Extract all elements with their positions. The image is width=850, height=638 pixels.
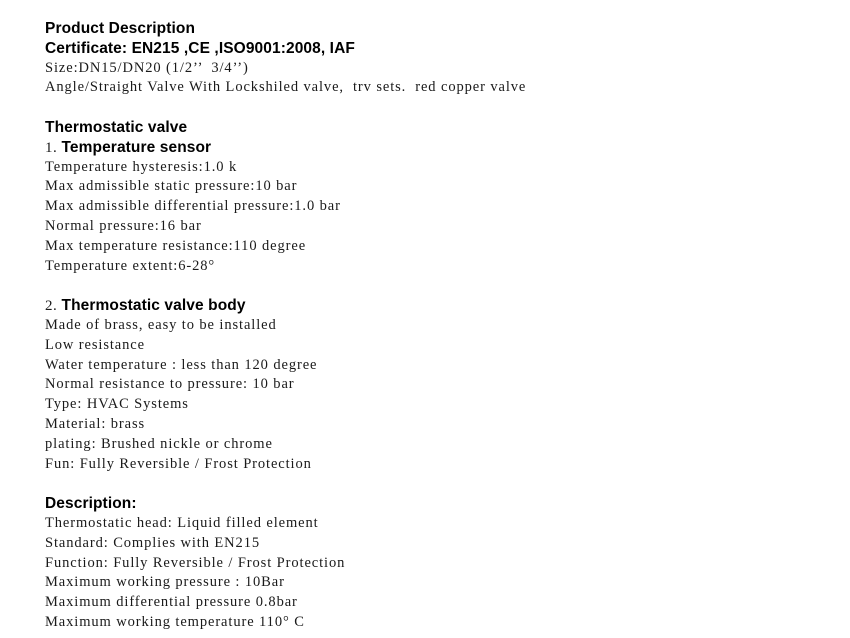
size-line: Size:DN15/DN20 (1/2’’ 3/4’’) xyxy=(45,59,249,76)
valve-body-section-label: Thermostatic valve body xyxy=(61,297,246,315)
valve-body-spec-line: Made of brass, easy to be installed xyxy=(45,316,277,333)
valve-body-spec-line: Water temperature : less than 120 degree xyxy=(45,356,318,373)
sensor-spec-line: Max admissible static pressure:10 bar xyxy=(45,178,298,195)
sensor-spec-line: Max admissible differential pressure:1.0 bar xyxy=(45,198,341,215)
valve-body-spec-line: Normal resistance to pressure: 10 bar xyxy=(45,376,295,393)
spacer xyxy=(45,98,835,118)
valve-type-line: Angle/Straight Valve With Lockshiled valve, trv sets. red copper valve xyxy=(45,79,527,96)
description-line: Function: Fully Reversible / Frost Protection xyxy=(45,554,346,571)
sensor-spec-line: Temperature extent:6-28° xyxy=(45,257,216,274)
sensor-section-label: Temperature sensor xyxy=(61,138,212,156)
valve-body-section-title xyxy=(45,296,835,316)
thermostatic-valve-heading: Thermostatic valve xyxy=(45,118,188,136)
valve-body-spec-line: Fun: Fully Reversible / Frost Protection xyxy=(45,455,312,472)
sensor-section-number: 1. xyxy=(45,139,62,156)
certificate-line: Certificate: EN215 ,CE ,ISO9001:2008, IAF xyxy=(45,39,355,57)
description-line: Maximum working temperature 110° C xyxy=(45,613,305,630)
product-description-heading: Product Description xyxy=(45,20,196,37)
description-line: Maximum differential pressure 0.8bar xyxy=(45,594,298,611)
sensor-spec-line: Normal pressure:16 bar xyxy=(45,217,202,234)
sensor-spec-line: Max temperature resistance:110 degree xyxy=(45,237,307,254)
valve-body-spec-line: Low resistance xyxy=(45,336,145,353)
description-line: Thermostatic head: Liquid filled element xyxy=(45,514,319,531)
product-document xyxy=(45,19,835,633)
valve-body-section-number: 2. xyxy=(45,298,62,315)
spacer xyxy=(45,276,835,296)
spacer xyxy=(45,474,835,494)
description-heading: Description: xyxy=(45,495,137,513)
valve-body-spec-line: plating: Brushed nickle or chrome xyxy=(45,435,273,452)
sensor-section-title xyxy=(45,138,835,158)
sensor-spec-line: Temperature hysteresis:1.0 k xyxy=(45,158,238,175)
valve-body-spec-line: Material: brass xyxy=(45,415,146,432)
description-line: Maximum working pressure : 10Bar xyxy=(45,574,285,591)
valve-body-spec-line: Type: HVAC Systems xyxy=(45,396,189,413)
description-line: Standard: Complies with EN215 xyxy=(45,534,260,551)
